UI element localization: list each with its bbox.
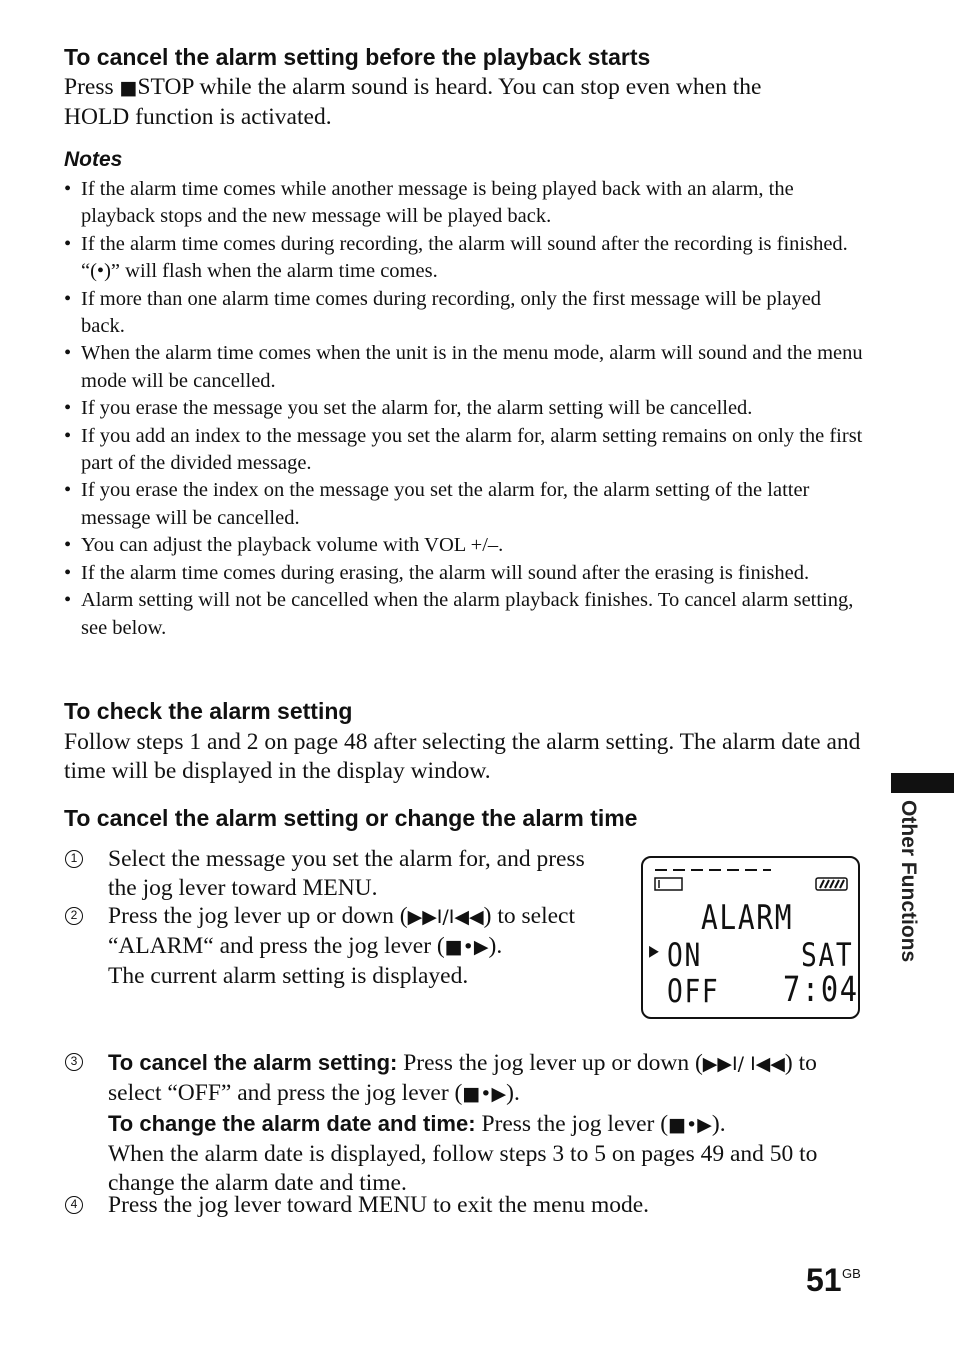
note-item	[64, 231, 864, 286]
note-item	[64, 286, 864, 341]
step-text-part: Press the jog lever up or down (	[108, 903, 408, 929]
lcd-option-off: OFF	[667, 972, 720, 1010]
note-text: Alarm setting will not be cancelled when the alarm playback finishes. To cancel alarm setting, see below.	[81, 589, 854, 639]
note-item	[64, 340, 864, 395]
bullet: •	[64, 232, 72, 255]
bullet: •	[64, 397, 72, 420]
lcd-cursor-icon: ▶	[649, 938, 661, 962]
step-3	[63, 1048, 863, 1198]
lcd-option-on: ON	[667, 936, 702, 974]
step-number: 2	[65, 907, 83, 925]
step-text-part: ) to select “OFF” and press the jog lever (	[108, 1050, 817, 1106]
skip-forward-back-icon: ▶▶I/I◀◀	[407, 906, 484, 928]
note-text: If you erase the message you set the alarm for, the alarm setting will be cancelled.	[81, 397, 753, 420]
note-item	[64, 176, 864, 231]
section-heading-cancel-before-playback: To cancel the alarm setting before the playback starts	[64, 44, 651, 70]
bullet: •	[64, 287, 72, 310]
page-suffix: GB	[842, 1266, 861, 1281]
step-number: 1	[65, 850, 83, 868]
step-text-part: ) to select “ALARM“ and press the jog lever (	[108, 903, 575, 959]
lcd-status-icons	[653, 866, 853, 896]
bullet: •	[64, 561, 72, 584]
step-text	[108, 1048, 853, 1198]
step-number: 3	[65, 1053, 83, 1071]
bullet: •	[64, 589, 72, 612]
body-text: Press	[64, 74, 120, 100]
step-note: When the alarm date is displayed, follow steps 3 to 5 on pages 49 and 50 to change the alarm date and time.	[108, 1141, 818, 1196]
jog-lever-icon: ■•▶	[444, 936, 489, 958]
note-text: You can adjust the playback volume with VOL +/–.	[81, 534, 504, 557]
section1-body	[64, 73, 874, 132]
skip-forward-back-icon: ▶▶I/ I◀◀	[702, 1053, 785, 1075]
step-text-part: ).	[711, 1111, 726, 1137]
page-number: 51	[806, 1262, 842, 1298]
step-note: The current alarm setting is displayed.	[108, 963, 469, 989]
note-text: If you add an index to the message you set the alarm for, alarm setting remains on only the first part of the divided message.	[81, 424, 863, 475]
bullet: •	[64, 342, 72, 365]
note-item	[64, 423, 864, 478]
change-line	[108, 1109, 853, 1140]
step-text-part: Press the jog lever up or down (	[397, 1050, 703, 1076]
note-item	[64, 477, 864, 532]
bullet: •	[64, 424, 72, 447]
change-label: To change the alarm date and time:	[108, 1111, 476, 1136]
section2-body: Follow steps 1 and 2 on page 48 after selecting the alarm setting. The alarm date and time will be displayed in the display window.	[64, 729, 861, 784]
side-tab-marker	[891, 773, 954, 793]
jog-lever-icon: ■•▶	[462, 1083, 507, 1105]
notes-list	[64, 176, 864, 642]
section-heading-cancel-or-change: To cancel the alarm setting or change the alarm time	[64, 805, 638, 831]
note-text: If more than one alarm time comes during recording, only the first message will be played back.	[81, 287, 822, 338]
step-text	[108, 902, 608, 991]
bullet: •	[64, 534, 72, 557]
bullet: •	[64, 178, 72, 200]
step-number: 4	[65, 1196, 83, 1214]
lcd-display	[641, 856, 860, 1019]
step-4	[63, 1191, 863, 1221]
note-item	[64, 532, 864, 559]
lcd-day: SAT	[801, 936, 854, 974]
note-item	[64, 560, 864, 587]
note-text: If you erase the index on the message you set the alarm for, the alarm setting of the latter message will be cancelled.	[81, 479, 810, 529]
jog-lever-icon: ■•▶	[668, 1114, 712, 1136]
note-text: If the alarm time comes during erasing, the alarm will sound after the erasing is finished.	[81, 561, 810, 584]
side-tab-label: Other Functions	[897, 800, 920, 963]
stop-icon: ■	[119, 77, 138, 99]
note-item	[64, 587, 864, 642]
notes-title: Notes	[64, 148, 123, 171]
lcd-time: 7:04	[783, 970, 859, 1010]
section-heading-check-alarm: To check the alarm setting	[64, 698, 353, 724]
step-2	[63, 902, 623, 1022]
note-text: If the alarm time comes while another message is being played back with an alarm, the playback stops and the new message will be played back.	[81, 178, 794, 228]
lcd-title: ALARM	[701, 898, 794, 938]
body-text: HOLD function is activated.	[64, 104, 332, 130]
step-1	[63, 845, 623, 905]
step-text-part: ).	[488, 933, 503, 959]
step-text-part: ).	[506, 1080, 520, 1106]
bullet: •	[64, 479, 72, 502]
note-item	[64, 395, 864, 422]
note-text: If the alarm time comes during recording, the alarm will sound after the recording is finished. “(•)” will flash when the alarm time comes.	[81, 232, 848, 283]
step-text: Press the jog lever toward MENU to exit the menu mode.	[108, 1192, 650, 1218]
cancel-label: To cancel the alarm setting:	[108, 1050, 398, 1075]
step-text-part: Press the jog lever (	[475, 1111, 669, 1137]
body-text: STOP while the alarm sound is heard. You can stop even when the	[137, 74, 762, 100]
step-text: Select the message you set the alarm for, and press the jog lever toward MENU.	[108, 846, 585, 901]
note-text: When the alarm time comes when the unit is in the menu mode, alarm will sound and the menu mode will be cancelled.	[81, 342, 863, 392]
